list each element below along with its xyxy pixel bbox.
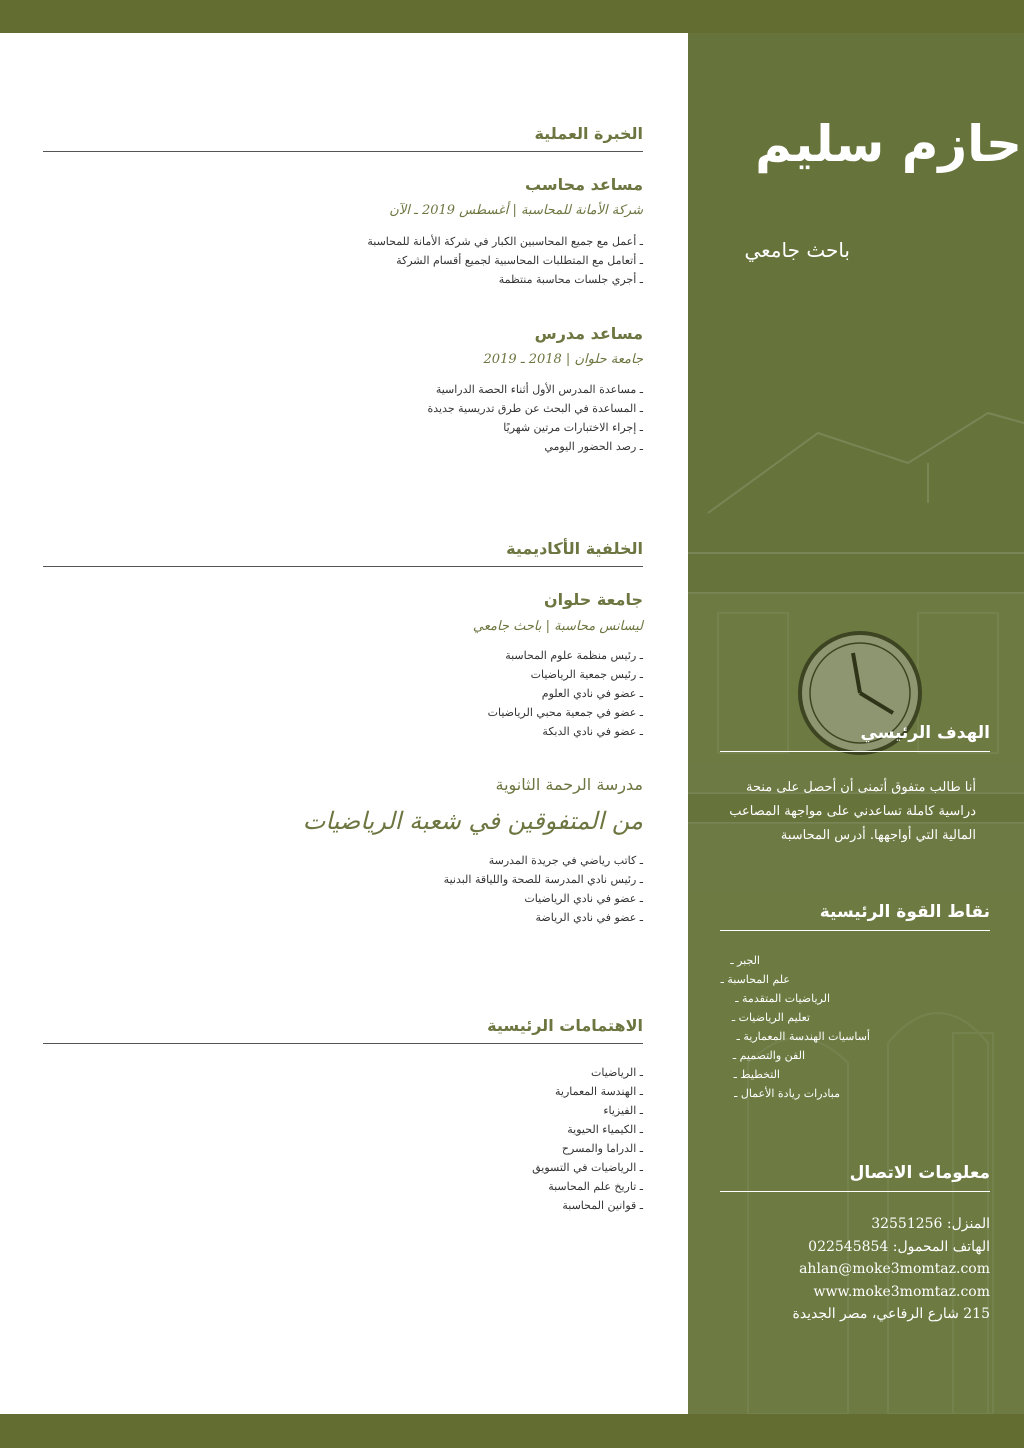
list-item: مبادرات ريادة الأعمال ـ — [720, 1084, 990, 1103]
interests-heading: الاهتمامات الرئيسية — [43, 1016, 643, 1044]
school-highlight: من المتفوقين في شعبة الرياضيات — [302, 807, 643, 835]
contact-address: 215 شارع الرفاعي، مصر الجديدة — [792, 1306, 990, 1322]
list-item: ـ عضو في نادي العلوم — [488, 684, 643, 703]
list-item: ـ رصد الحضور اليومي — [427, 437, 643, 456]
contact-home-phone: المنزل: 32551256 — [871, 1216, 990, 1232]
list-item: ـ أتعامل مع المتطلبات المحاسبية لجميع أقسام الشركة — [367, 251, 643, 270]
list-item: ـ إجراء الاختبارات مرتين شهريًا — [427, 418, 643, 437]
list-item: أساسيات الهندسة المعمارية ـ — [720, 1027, 990, 1046]
list-item: تعليم الرياضيات ـ — [720, 1008, 990, 1027]
school-bullets — [444, 851, 643, 927]
list-item: ـ مساعدة المدرس الأول أثناء الحصة الدراسية — [427, 380, 643, 399]
list-item: ـ المساعدة في البحث عن طرق تدريسية جديدة — [427, 399, 643, 418]
list-item: ـ رئيس نادي المدرسة للصحة واللياقة البدنية — [444, 870, 643, 889]
strengths-heading: نقاط القوة الرئيسية — [720, 902, 990, 931]
list-item: ـ عضو في نادي الرياضة — [444, 908, 643, 927]
job-bullets-2 — [427, 380, 643, 456]
list-item: علم المحاسبة ـ — [720, 970, 990, 989]
university-meta: ليسانس محاسبة | باحث جامعي — [472, 619, 643, 634]
objective-text: أنا طالب متفوق أتمنى أن أحصل على منحة دراسية كاملة تساعدني على مواجهة المصاعب المالية التي أواجهها. أدرس المحاسبة — [729, 780, 976, 843]
sidebar — [688, 33, 1024, 1414]
job-title-1: مساعد محاسب — [524, 175, 643, 194]
list-item: الرياضيات المتقدمة ـ — [720, 989, 990, 1008]
university-title: جامعة حلوان — [544, 590, 643, 609]
list-item: الفن والتصميم ـ — [720, 1046, 990, 1065]
job-meta-2: جامعة حلوان | 2018 ـ 2019 — [483, 352, 643, 367]
contact-info — [720, 1213, 990, 1326]
list-item: التخطيط ـ — [720, 1065, 990, 1084]
contact-mobile-phone: الهاتف المحمول: 022545854 — [808, 1238, 990, 1255]
list-item: ـ كاتب رياضي في جريدة المدرسة — [444, 851, 643, 870]
objective-heading: الهدف الرئيسي — [720, 723, 990, 752]
list-item: ـ الفيزياء — [532, 1101, 643, 1120]
contact-website[interactable]: www.moke3momtaz.com — [813, 1283, 990, 1300]
university-bullets — [488, 646, 643, 741]
list-item: ـ أجري جلسات محاسبة منتظمة — [367, 270, 643, 289]
experience-heading: الخبرة العملية — [43, 124, 643, 152]
list-item: ـ قوانين المحاسبة — [532, 1196, 643, 1215]
list-item: الجبر ـ — [720, 951, 990, 970]
list-item: ـ عضو في جمعية محبي الرياضيات — [488, 703, 643, 722]
list-item: ـ رئيس جمعية الرياضيات — [488, 665, 643, 684]
candidate-name: حازم سليم — [755, 115, 1022, 173]
top-color-band — [0, 0, 1024, 33]
list-item: ـ عضو في نادي الدبكة — [488, 722, 643, 741]
list-item: ـ الرياضيات — [532, 1063, 643, 1082]
list-item: ـ الدراما والمسرح — [532, 1139, 643, 1158]
education-heading: الخلفية الأكاديمية — [43, 539, 643, 567]
candidate-title: باحث جامعي — [744, 238, 850, 262]
school-title: مدرسة الرحمة الثانوية — [495, 775, 643, 794]
list-item: ـ تاريخ علم المحاسبة — [532, 1177, 643, 1196]
interests-list — [532, 1063, 643, 1215]
contact-email[interactable]: ahlan@moke3momtaz.com — [799, 1261, 990, 1277]
contact-heading: معلومات الاتصال — [720, 1163, 990, 1192]
job-meta-1: شركة الأمانة للمحاسبة | أغسطس 2019 ـ الآن — [389, 203, 643, 218]
strengths-list — [720, 951, 990, 1103]
job-title-2: مساعد مدرس — [534, 324, 643, 343]
list-item: ـ الرياضيات في التسويق — [532, 1158, 643, 1177]
list-item: ـ رئيس منظمة علوم المحاسبة — [488, 646, 643, 665]
list-item: ـ عضو في نادي الرياضيات — [444, 889, 643, 908]
bottom-color-band — [0, 1414, 1024, 1448]
list-item: ـ الهندسة المعمارية — [532, 1082, 643, 1101]
list-item: ـ أعمل مع جميع المحاسبين الكبار في شركة الأمانة للمحاسبة — [367, 232, 643, 251]
list-item: ـ الكيمياء الحيوية — [532, 1120, 643, 1139]
job-bullets-1 — [367, 232, 643, 289]
